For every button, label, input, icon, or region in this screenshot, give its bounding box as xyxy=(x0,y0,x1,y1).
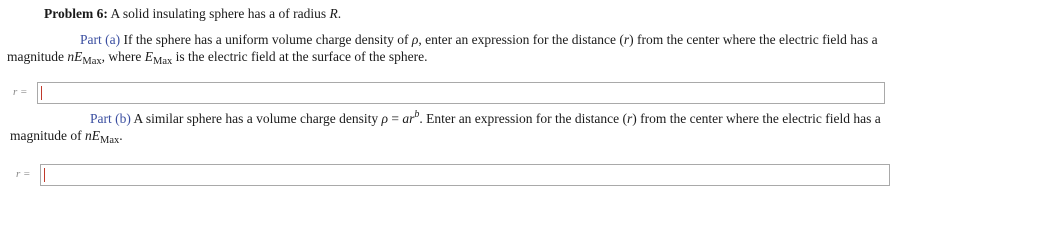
rho-symbol: ρ xyxy=(381,111,388,126)
r-symbol: r xyxy=(623,32,630,47)
problem-statement: Problem 6: A solid insulating sphere has a of radius R. xyxy=(44,6,342,21)
part-b-answer-input[interactable] xyxy=(40,164,890,186)
part-b-answer-label: r = xyxy=(16,168,31,180)
ar-symbol: ar xyxy=(402,111,415,126)
part-a-answer-label: r = xyxy=(13,86,28,98)
text-cursor xyxy=(41,86,42,100)
radius-symbol: R xyxy=(329,6,338,21)
part-b-question-line2: magnitude of $nE_{Max}$. xyxy=(10,128,123,146)
exponent-b: b xyxy=(414,109,420,120)
problem-text: A solid insulating sphere has a of radius xyxy=(110,6,330,21)
part-a-answer-row xyxy=(13,82,885,106)
part-a-answer-input[interactable] xyxy=(37,82,885,104)
emax-symbol: E xyxy=(144,49,153,64)
part-a-label: Part (a) xyxy=(80,32,121,47)
r-symbol: r xyxy=(627,111,633,126)
text-cursor xyxy=(44,168,45,182)
n-emax-symbol: nE xyxy=(84,128,100,143)
part-b-question-line1: Part (b) A similar sphere has a volume charge density $\rho = ar^b$. Enter an expression for the distance (r) from the center where the electric field has a xyxy=(90,109,881,126)
n-emax-symbol: nE xyxy=(67,49,83,64)
rho-symbol: ρ xyxy=(411,32,419,47)
part-b-label: Part (b) xyxy=(90,111,131,126)
part-a-question-line2: magnitude $nE_{Max}$, where $E_{Max}$ is the electric field at the surface of the sphere. xyxy=(7,49,428,67)
problem-number: Problem 6: xyxy=(44,6,108,21)
part-a-question-line1: Part (a) If the sphere has a uniform volume charge density of ρ, enter an expression for the distance (r) from the center where the electric field has a xyxy=(80,32,878,47)
part-b-answer-row xyxy=(16,164,890,188)
